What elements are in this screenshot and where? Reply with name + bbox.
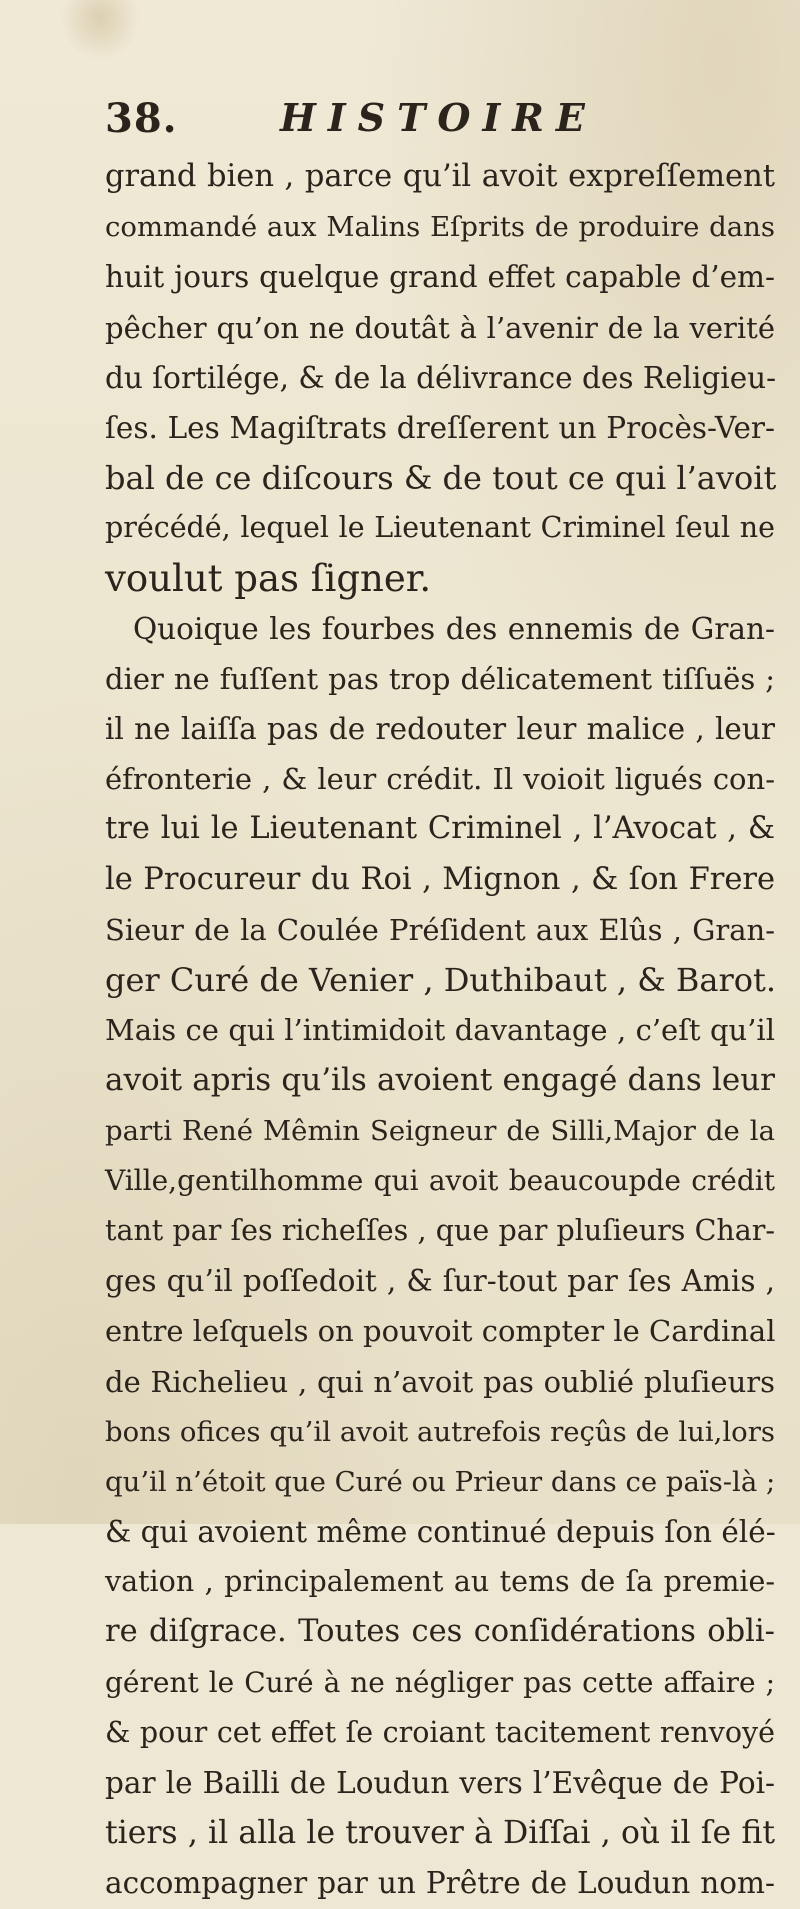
- text-line: de Richelieu , qui n’avoit pas oublié pluſieurs: [105, 1364, 775, 1399]
- text-line: par le Bailli de Loudun vers l’Evêque de Poi-: [105, 1766, 775, 1800]
- text-line: bons ofices qu’il avoit autrefois reçûs de lui,lors: [105, 1415, 775, 1448]
- text-line: tiers , il alla le trouver à Diſſai , où il ſe fit: [105, 1815, 775, 1852]
- text-line: re diſgrace. Toutes ces conſidérations obli-: [105, 1614, 775, 1650]
- running-head: [105, 95, 597, 145]
- text-line: qu’il n’étoit que Curé ou Prieur dans ce païs-là ;: [105, 1465, 776, 1498]
- text-line: Ville,gentilhomme qui avoit beaucoupde crédit: [105, 1163, 775, 1197]
- text-line: précédé, lequel le Lieutenant Criminel ſeul ne: [105, 511, 775, 545]
- text-line: bal de ce diſcours & de tout ce qui l’avoit: [105, 459, 777, 498]
- text-line: le Procureur du Roi , Mignon , & ſon Frere: [105, 861, 775, 897]
- text-line: huit jours quelque grand effet capable d’em-: [105, 260, 775, 295]
- text-line: dier ne fuſſent pas trop délicatement tiſſuës ;: [105, 661, 775, 696]
- text-line: & qui avoient même continué depuis ſon élé-: [105, 1515, 776, 1550]
- text-line: du ſortilége, & de la délivrance des Religieu-: [105, 360, 777, 395]
- text-line: ger Curé de Venier , Duthibaut , & Barot.: [105, 961, 777, 999]
- text-line: tant par ſes richeſſes , que par pluſieurs Char-: [105, 1213, 775, 1247]
- text-line: Quoique les fourbes des ennemis de Gran-: [133, 611, 775, 646]
- text-line: pêcher qu’on ne doutât à l’avenir de la verité: [105, 310, 775, 345]
- running-title: HISTOIRE: [280, 95, 597, 140]
- text-line: ſes. Les Magiſtrats dreſſerent un Procès-Ver-: [105, 410, 775, 445]
- text-line: & pour cet effet ſe croiant tacitement renvoyé: [105, 1715, 775, 1749]
- text-line: voulut pas ſigner.: [105, 556, 432, 600]
- text-line: parti René Mêmin Seigneur de Silli,Major de la: [105, 1114, 775, 1147]
- text-line: avoit apris qu’ils avoient engagé dans leur: [105, 1062, 775, 1099]
- text-line: éfronterie , & leur crédit. Il voioit ligués con-: [105, 762, 775, 797]
- text-line: accompagner par un Prêtre de Loudun nom-: [105, 1866, 775, 1901]
- text-line: ges qu’il poſſedoit , & ſur-tout par ſes Amis ,: [105, 1264, 775, 1299]
- text-line: tre lui le Lieutenant Criminel , l’Avocat , &: [105, 811, 775, 847]
- text-line: gérent le Curé à ne négliger pas cette affaire ;: [105, 1665, 775, 1699]
- paper-stain: [60, 0, 140, 60]
- text-line: Mais ce qui l’intimidoit davantage , c’eſt qu’il: [105, 1013, 775, 1048]
- text-line: il ne laiſſa pas de redouter leur malice , leur: [105, 712, 775, 747]
- text-line: grand bien , parce qu’il avoit expreſſement: [105, 159, 775, 194]
- text-line: commandé aux Malins Eſprits de produire dans: [105, 211, 775, 244]
- page-number: 38.: [105, 95, 178, 142]
- text-line: entre leſquels on pouvoit compter le Cardinal: [105, 1314, 776, 1349]
- body-text: [105, 152, 775, 1909]
- text-line: vation , principalement au tems de ſa premie-: [105, 1565, 775, 1599]
- text-line: Sieur de la Coulée Préſident aux Elûs , Gran-: [105, 912, 775, 947]
